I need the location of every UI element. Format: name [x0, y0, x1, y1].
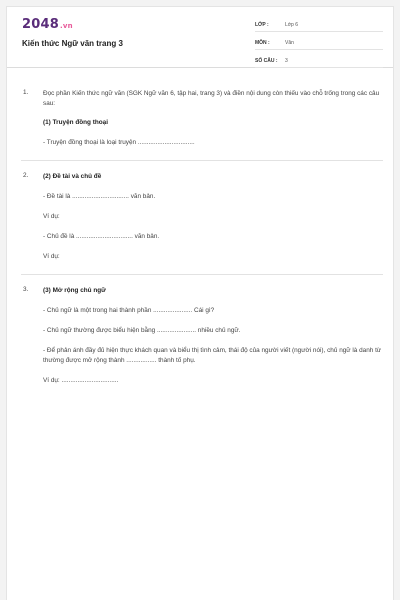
logo-text: 2048: [22, 17, 59, 32]
example-line: Ví dụ: ................................: [43, 377, 119, 384]
document-title: Kiến thức Ngữ văn trang 3: [22, 39, 123, 48]
fill-in-line: - Truyện đồng thoại là loại truyện ................................: [43, 139, 195, 146]
section-divider: [21, 160, 383, 161]
example-line: Ví dụ:: [43, 253, 60, 260]
meta-value: 3: [285, 58, 288, 64]
question-3: [23, 286, 383, 386]
question-subtitle: (3) Mở rộng chủ ngữ: [43, 287, 106, 294]
fill-in-line: - Để phản ánh đầy đủ hiện thực khách quan và biểu thị tình cảm, thái độ của người viết (người nói), chủ ngữ là danh từ thường được mở rộng thành ................. thành tố phụ.: [43, 347, 382, 364]
question-number: 3.: [23, 286, 29, 293]
worksheet: [6, 6, 394, 600]
fill-in-line: - Chủ ngữ thường được biểu hiện bằng ...................... nhiều chủ ngữ.: [43, 327, 241, 334]
meta-label: MÔN :: [255, 40, 270, 46]
question-subtitle: (1) Truyện đồng thoại: [43, 119, 108, 126]
question-number: 1.: [23, 89, 29, 96]
meta-row-subject: [255, 37, 383, 50]
worksheet-header: [7, 7, 393, 68]
meta-value: Văn: [285, 40, 294, 46]
meta-info: [255, 19, 383, 73]
meta-value: Lớp 6: [285, 22, 299, 28]
fill-in-line: - Chủ ngữ là một trong hai thành phần ...................... Cái gì?: [43, 307, 215, 314]
fill-in-line: - Đề tài là ................................ văn bản.: [43, 193, 156, 200]
meta-row-class: [255, 19, 383, 32]
example-line: Ví dụ:: [43, 213, 60, 220]
meta-label: SỐ CÂU :: [255, 58, 278, 64]
site-logo[interactable]: [22, 17, 73, 32]
meta-label: LỚP :: [255, 22, 269, 28]
worksheet-content: [23, 89, 383, 386]
question-subtitle: (2) Đề tài và chủ đề: [43, 173, 102, 180]
question-intro: Đọc phần Kiến thức ngữ văn (SGK Ngữ văn 6, tập hai, trang 3) và điền nội dung còn thiếu vào chỗ trống trong các câu sau:: [43, 90, 380, 107]
question-1: [23, 89, 383, 148]
logo-domain-suffix: .vn: [59, 22, 73, 30]
fill-in-line: - Chủ đề là ................................ văn bản.: [43, 233, 160, 240]
question-2: [23, 172, 383, 262]
question-number: 2.: [23, 172, 29, 179]
section-divider: [21, 274, 383, 275]
meta-row-question-count: [255, 55, 383, 68]
